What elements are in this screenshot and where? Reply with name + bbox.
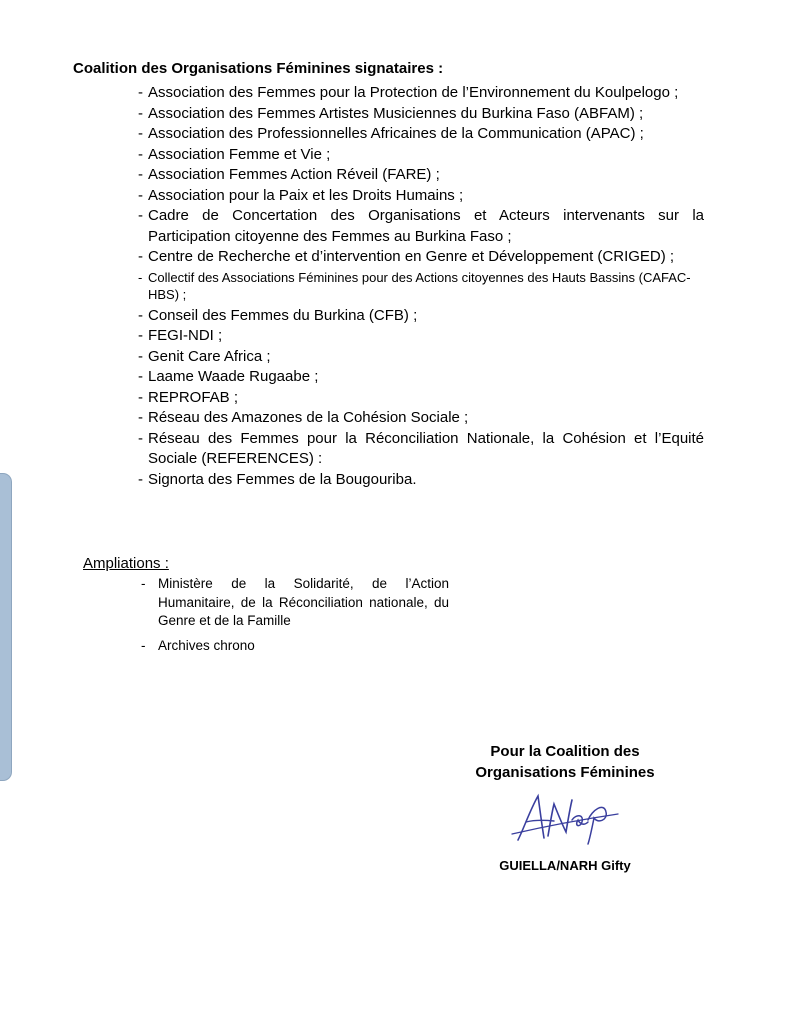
list-item: - Réseau des Amazones de la Cohésion Sociale ;	[138, 408, 704, 429]
list-item: - Cadre de Concertation des Organisations et Acteurs intervenants sur la Participation citoyenne des Femmes au Burkina Faso ;	[138, 206, 704, 247]
signature-caption-line: Pour la Coalition des	[490, 743, 640, 760]
ampliations-title: Ampliations :	[83, 555, 169, 572]
ampliations-list	[139, 575, 449, 655]
list-item: - REPROFAB ;	[138, 388, 704, 409]
signatories-list	[138, 83, 704, 490]
list-item: - Ministère de la Solidarité, de l’Action Humanitaire, de la Réconciliation nationale, du Genre et de la Famille	[139, 575, 449, 631]
list-item: - Association pour la Paix et les Droits Humains ;	[138, 186, 704, 207]
list-item: - Réseau des Femmes pour la Réconciliation Nationale, la Cohésion et l’Equité Sociale (REFERENCES) :	[138, 429, 704, 470]
list-item: - Association Femmes Action Réveil (FARE) ;	[138, 165, 704, 186]
list-item: - FEGI-NDI ;	[138, 326, 704, 347]
list-item: - Archives chrono	[139, 637, 449, 656]
list-item: - Genit Care Africa ;	[138, 347, 704, 368]
list-item: - Association des Femmes Artistes Musiciennes du Burkina Faso (ABFAM) ;	[138, 104, 704, 125]
list-item: - Signorta des Femmes de la Bougouriba.	[138, 470, 704, 491]
list-item: - Association des Professionnelles Africaines de la Communication (APAC) ;	[138, 124, 704, 145]
handwritten-signature	[508, 790, 620, 848]
list-item: - Collectif des Associations Féminines pour des Actions citoyennes des Hauts Bassins (CAFAC-HBS) ;	[138, 269, 704, 304]
list-item: - Association des Femmes pour la Protection de l’Environnement du Koulpelogo ;	[138, 83, 704, 104]
list-item: - Conseil des Femmes du Burkina (CFB) ;	[138, 306, 704, 327]
list-item: - Centre de Recherche et d’intervention en Genre et Développement (CRIGED) ;	[138, 247, 704, 268]
signature-caption-line: Organisations Féminines	[475, 764, 655, 781]
signer-name: GUIELLA/NARH Gifty	[499, 858, 631, 873]
list-item: - Association Femme et Vie ;	[138, 145, 704, 166]
signature-caption	[455, 741, 675, 783]
list-item: - Laame Waade Rugaabe ;	[138, 367, 704, 388]
signatories-heading: Coalition des Organisations Féminines signataires :	[73, 60, 444, 77]
side-scroll-tab	[0, 473, 12, 781]
